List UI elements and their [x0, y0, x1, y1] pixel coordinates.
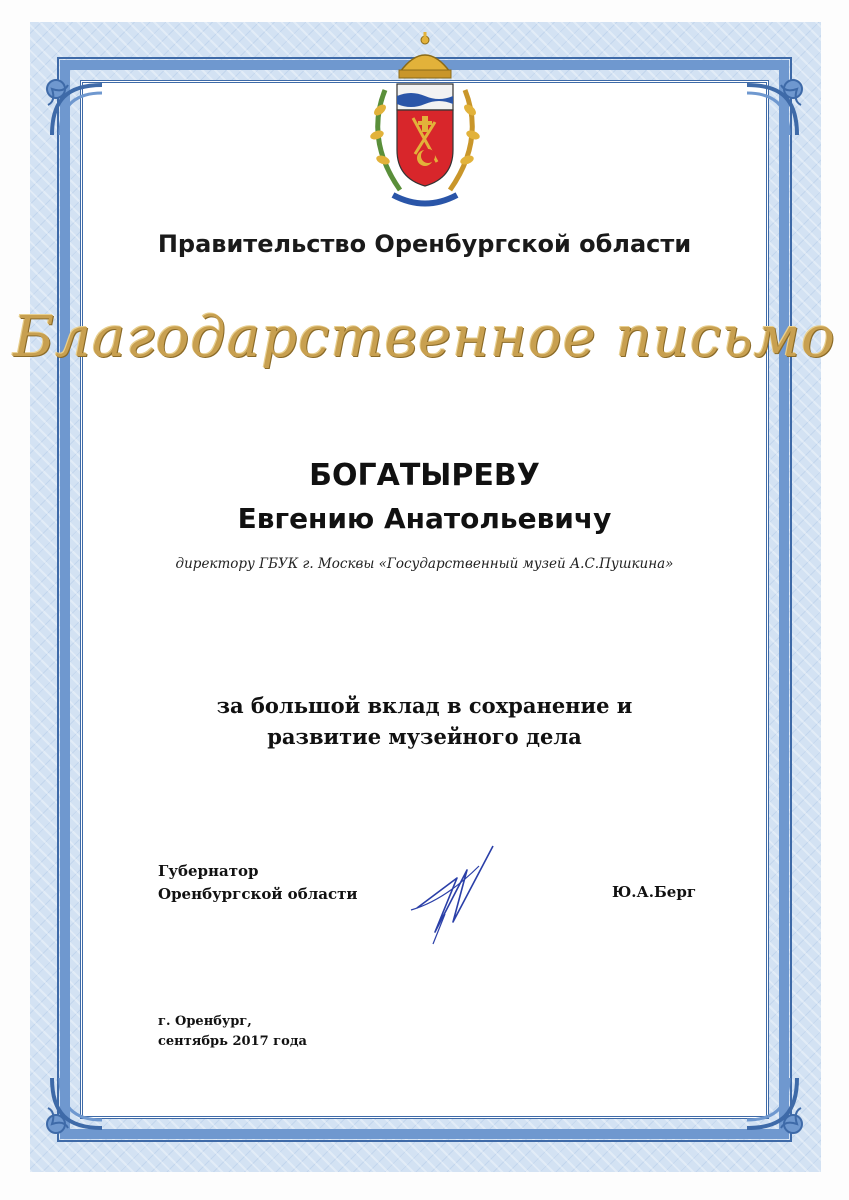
ornamental-corner-icon	[42, 75, 112, 145]
award-reason-line: развитие музейного дела	[267, 724, 582, 749]
orenburg-coat-of-arms-icon	[355, 30, 495, 208]
recipient-surname: БОГАТЫРЕВУ	[309, 458, 540, 493]
handwritten-signature-icon	[405, 840, 505, 950]
recipient-position: директору ГБУК г. Москвы «Государственный музей А.С.Пушкина»	[175, 556, 674, 572]
signer-title-line: Оренбургской области	[158, 885, 358, 903]
place-line: г. Оренбург,	[158, 1014, 252, 1029]
ornamental-corner-icon	[42, 1068, 112, 1138]
ornamental-corner-icon	[737, 1068, 807, 1138]
signer-title	[158, 860, 358, 906]
signer-title-line: Губернатор	[158, 862, 259, 880]
ornamental-corner-icon	[737, 75, 807, 145]
signer-name: Ю.А.Берг	[612, 883, 697, 901]
award-reason	[0, 690, 849, 752]
document-title: Благодарственное письмо	[13, 305, 836, 370]
date-line: сентябрь 2017 года	[158, 1034, 307, 1049]
award-reason-line: за большой вклад в сохранение и	[216, 693, 633, 718]
issuer-heading: Правительство Оренбургской области	[157, 230, 692, 258]
place-and-date	[158, 1012, 307, 1052]
recipient-given-names: Евгению Анатольевичу	[237, 502, 612, 535]
